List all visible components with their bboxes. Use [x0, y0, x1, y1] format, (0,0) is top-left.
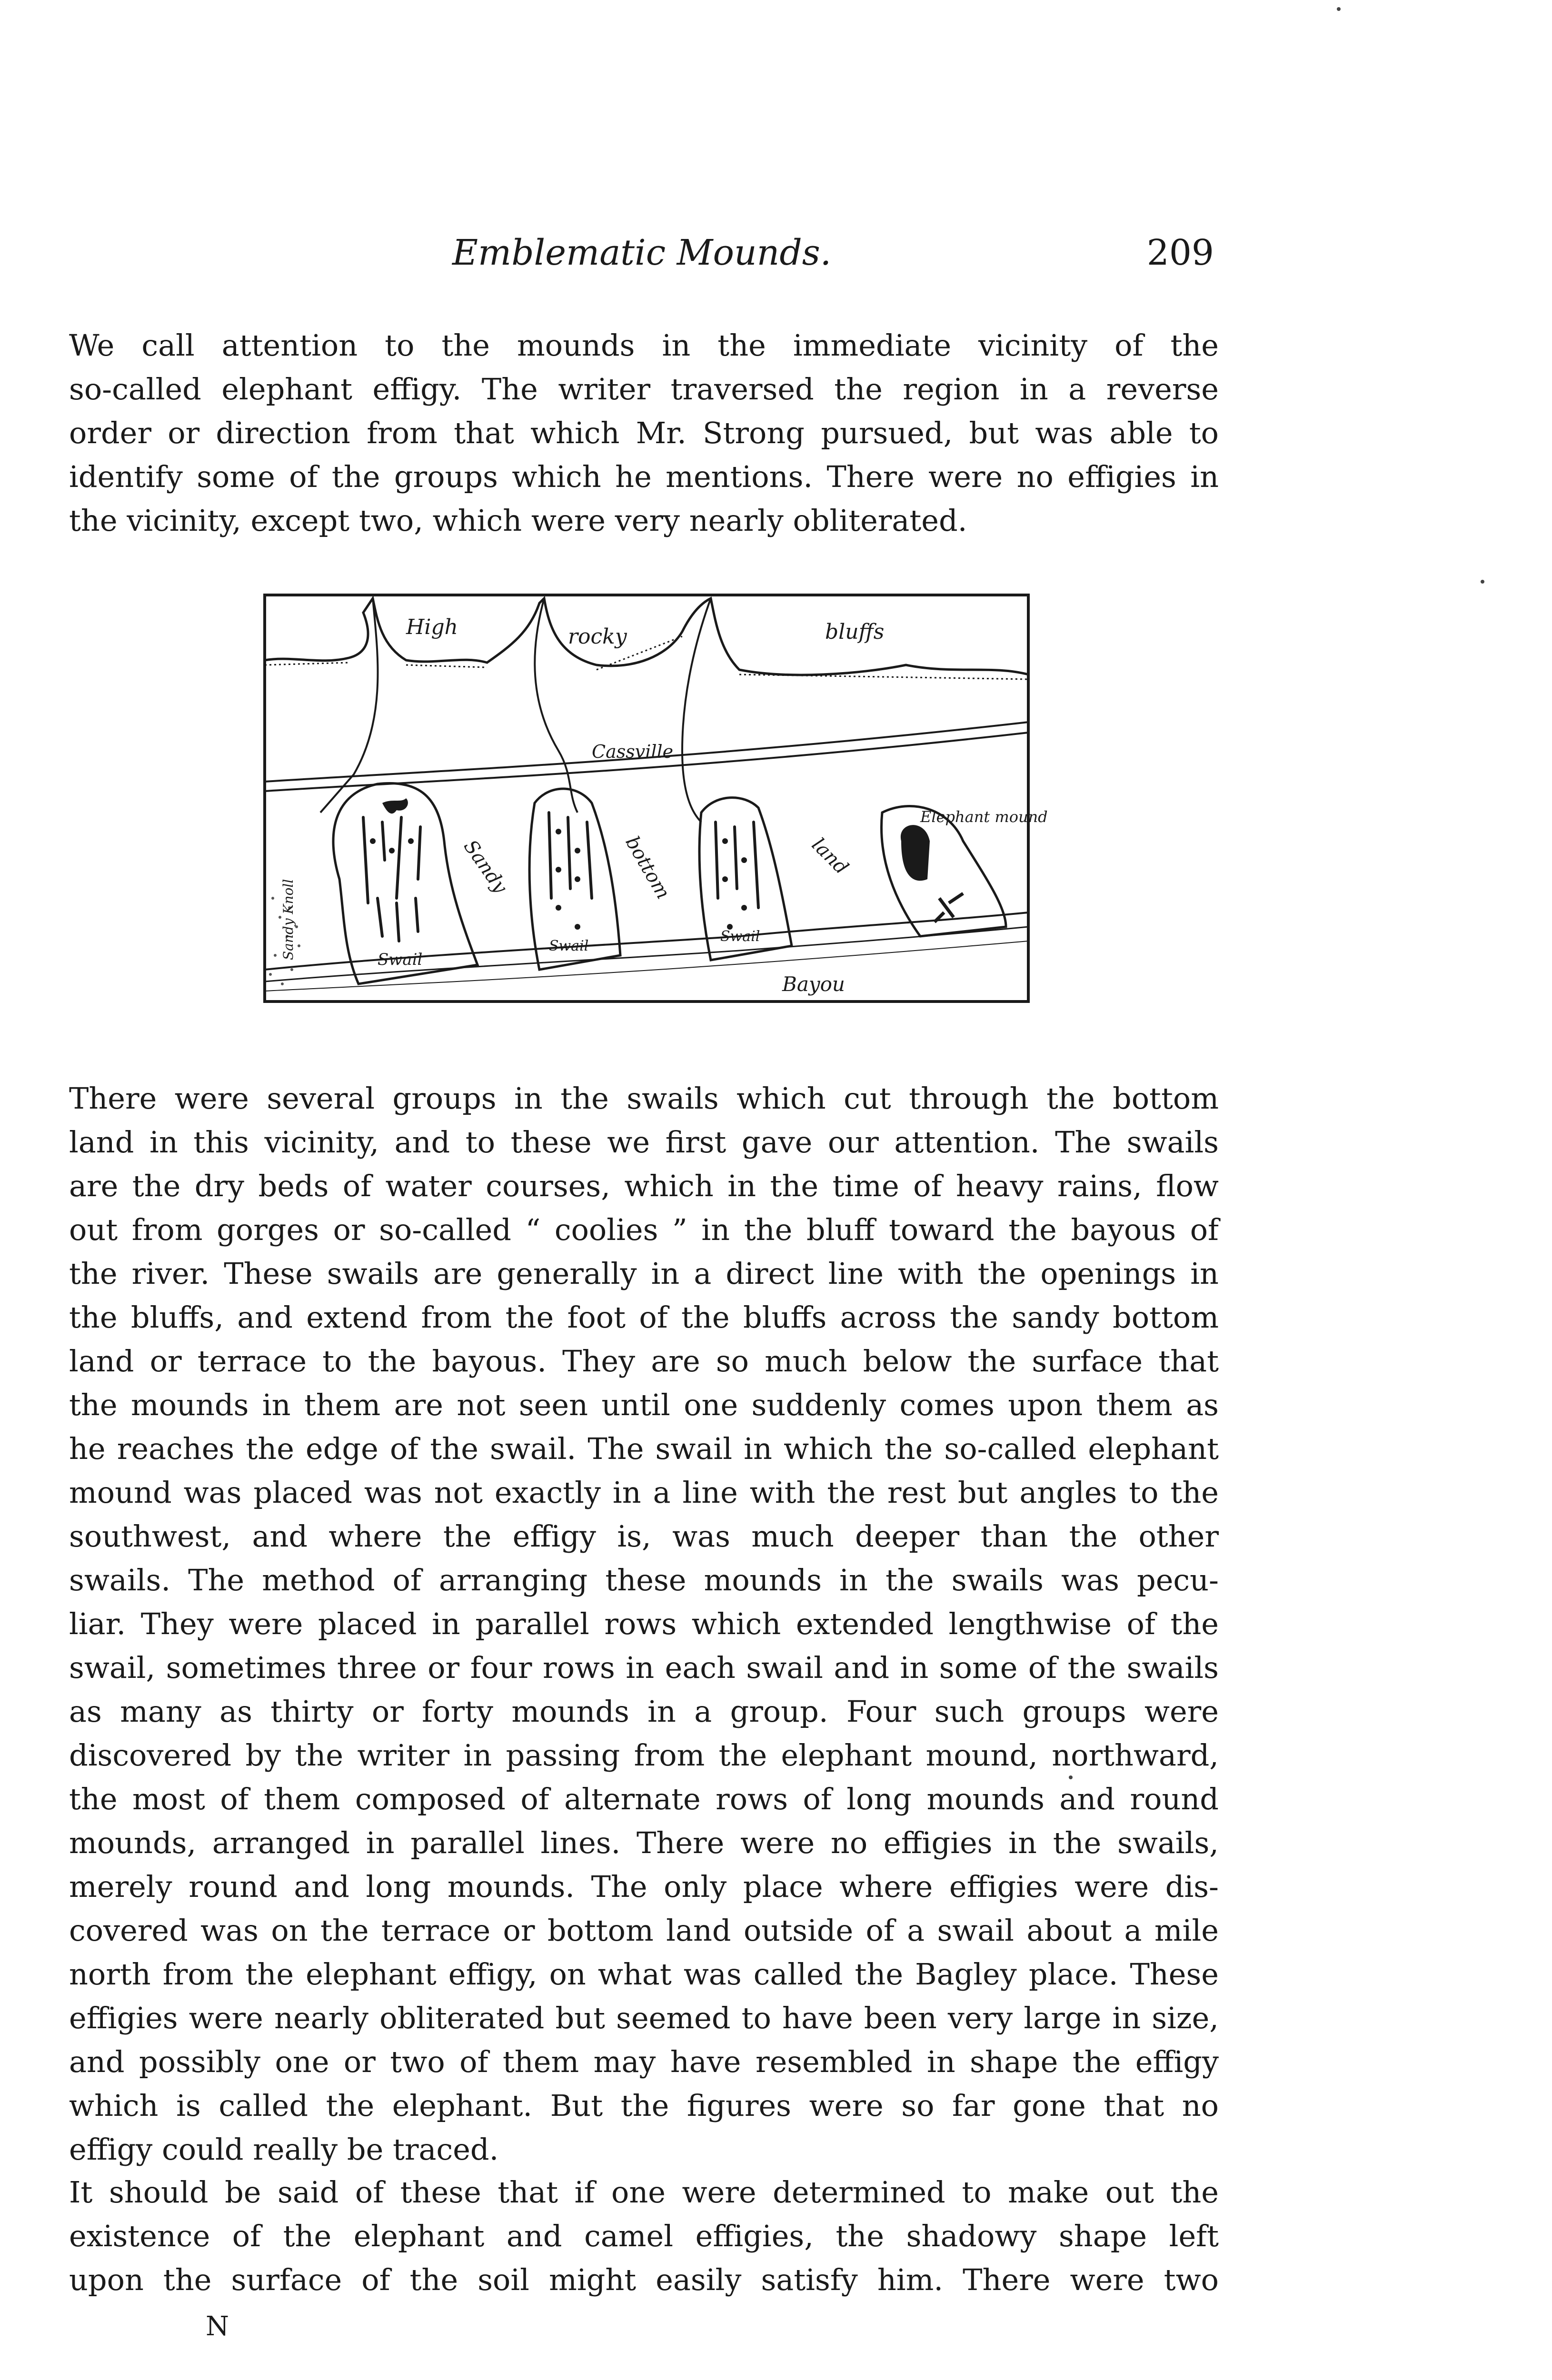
page-speck: [1481, 580, 1484, 584]
text-line: so-called elephant effigy. The writer traversed the region in a reverse: [69, 372, 1219, 407]
text-line: land in this vicinity, and to these we first gave our attention. The swails: [69, 1125, 1219, 1160]
text-line: which is called the elephant. But the figures were so far gone that no: [69, 2088, 1219, 2123]
paragraph-2: [69, 1077, 1219, 2172]
map-label-elephant-mound: Elephant mound: [920, 808, 1048, 826]
map-label-rocky: rocky: [568, 625, 627, 649]
text-line: effigies were nearly obliterated but seemed to have been very large in size,: [69, 2001, 1219, 2035]
paragraph-1: [69, 324, 1219, 543]
text-line: order or direction from that which Mr. Strong pursued, but was able to: [69, 416, 1219, 450]
text-line: the mounds in them are not seen until one suddenly comes upon them as: [69, 1388, 1219, 1422]
text-line: the most of them composed of alternate rows of long mounds and round: [69, 1782, 1219, 1816]
text-line: swails. The method of arranging these mounds in the swails was pecu-: [69, 1563, 1219, 1597]
text-line: land or terrace to the bayous. They are so much below the surface that: [69, 1344, 1219, 1378]
text-line: out from gorges or so-called “ coolies ” in the bluff toward the bayous of: [69, 1212, 1219, 1247]
text-line: We call attention to the mounds in the immediate vicinity of the: [69, 328, 1219, 363]
page-speck: [1069, 1775, 1073, 1779]
swail-mound-map: [263, 594, 1048, 1003]
text-line: discovered by the writer in passing from the elephant mound, northward,: [69, 1738, 1219, 1773]
map-drawing: [263, 594, 1048, 1003]
map-label-bayou: Bayou: [782, 972, 845, 996]
text-line: the vicinity, except two, which were very nearly obliterated.: [69, 503, 967, 538]
text-line: and possibly one or two of them may have resembled in shape the effigy: [69, 2044, 1219, 2079]
text-line: There were several groups in the swails which cut through the bottom: [69, 1081, 1219, 1116]
text-line: existence of the elephant and camel effigies, the shadowy shape left: [69, 2219, 1219, 2253]
text-line: merely round and long mounds. The only place where effigies were dis-: [69, 1869, 1219, 1904]
text-line: upon the surface of the soil might easily satisfy him. There were two: [69, 2262, 1219, 2297]
text-line: identify some of the groups which he mentions. There were no effigies in: [69, 459, 1219, 494]
signature-mark: N: [206, 2311, 229, 2342]
map-label-swail-1: Swail: [378, 950, 423, 969]
map-label-sandy: Sandy: [459, 836, 512, 898]
text-line: north from the elephant effigy, on what was called the Bagley place. These: [69, 1957, 1219, 1992]
map-label-swail-2: Swail: [549, 938, 589, 954]
text-line: effigy could really be traced.: [69, 2132, 499, 2167]
text-line: covered was on the terrace or bottom land outside of a swail about a mile: [69, 1913, 1219, 1948]
running-title: Emblematic Mounds.: [452, 232, 832, 273]
map-label-bottom: bottom: [621, 833, 675, 903]
paragraph-3: [69, 2171, 1219, 2302]
text-line: liar. They were placed in parallel rows which extended lengthwise of the: [69, 1606, 1219, 1641]
page-number: 209: [1146, 232, 1214, 273]
text-line: he reaches the edge of the swail. The swail in which the so-called elephant: [69, 1431, 1219, 1466]
running-header: [71, 232, 1214, 285]
map-label-cassville: Cassville: [592, 741, 674, 762]
text-line: southwest, and where the effigy is, was much deeper than the other: [69, 1519, 1219, 1554]
text-line: the river. These swails are generally in a direct line with the openings in: [69, 1256, 1219, 1291]
text-line: mound was placed was not exactly in a line with the rest but angles to the: [69, 1475, 1219, 1510]
text-line: are the dry beds of water courses, which in the time of heavy rains, flow: [69, 1169, 1219, 1203]
text-line: swail, sometimes three or four rows in each swail and in some of the swails: [69, 1650, 1219, 1685]
text-line: It should be said of these that if one were determined to make out the: [69, 2175, 1219, 2210]
map-label-swail-3: Swail: [720, 928, 760, 945]
map-label-land: land: [807, 833, 853, 879]
text-line: as many as thirty or forty mounds in a group. Four such groups were: [69, 1694, 1219, 1729]
text-line: the bluffs, and extend from the foot of the bluffs across the sandy bottom: [69, 1300, 1219, 1335]
page-speck: [1337, 7, 1341, 11]
text-line: mounds, arranged in parallel lines. There were no effigies in the swails,: [69, 1825, 1219, 1860]
map-label-bluffs: bluffs: [825, 620, 885, 644]
map-label-high: High: [406, 615, 458, 639]
map-label-sandy-knoll: Sandy Knoll: [280, 879, 296, 960]
